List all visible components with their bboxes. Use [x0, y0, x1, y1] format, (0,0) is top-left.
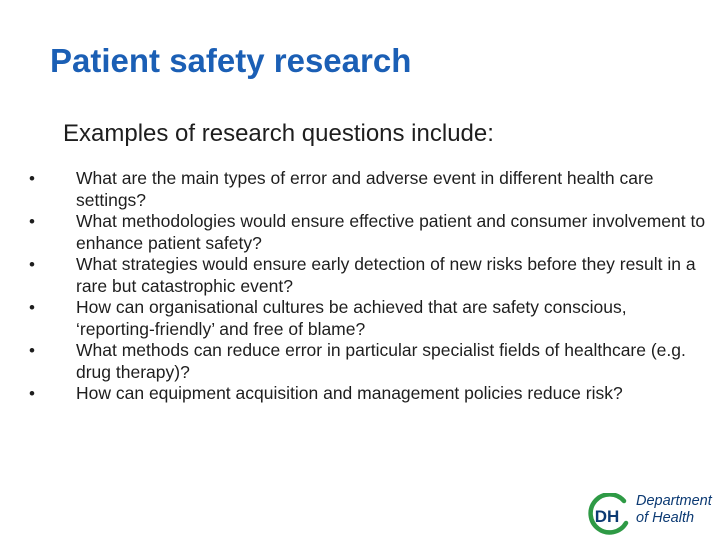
slide-title: Patient safety research [50, 42, 412, 79]
bullet-icon: • [29, 255, 35, 274]
bullet-text: What strategies would ensure early detection of new risks before they result in a rare but catastrophic event? [76, 254, 696, 296]
bullet-icon: • [29, 212, 35, 231]
logo-wordmark [636, 493, 712, 527]
logo-line-1: Department [636, 493, 712, 509]
bullet-icon: • [29, 384, 35, 403]
bullet-item [26, 168, 706, 211]
bullet-item [26, 383, 706, 405]
bullet-item [26, 297, 706, 340]
bullet-item [26, 340, 706, 383]
bullet-text: What are the main types of error and adverse event in different health care settings? [76, 168, 654, 210]
department-of-health-logo [578, 490, 718, 538]
bullet-text: How can equipment acquisition and management policies reduce risk? [76, 383, 623, 403]
dh-logo-icon [584, 493, 632, 537]
bullet-icon: • [29, 298, 35, 317]
bullet-item [26, 211, 706, 254]
bullet-icon: • [29, 341, 35, 360]
bullet-text: What methodologies would ensure effective patient and consumer involvement to enhance patient safety? [76, 211, 706, 253]
logo-mark-text: DH [594, 507, 620, 526]
bullet-list [26, 168, 706, 405]
bullet-text: What methods can reduce error in particular specialist fields of healthcare (e.g. drug therapy)? [76, 340, 686, 382]
bullet-item [26, 254, 706, 297]
slide-subtitle: Examples of research questions include: [63, 120, 494, 147]
bullet-icon: • [29, 169, 35, 188]
bullet-text: How can organisational cultures be achieved that are safety conscious, ‘reporting-friendly’ and free of blame? [76, 297, 627, 339]
logo-line-2: of Health [636, 510, 695, 526]
